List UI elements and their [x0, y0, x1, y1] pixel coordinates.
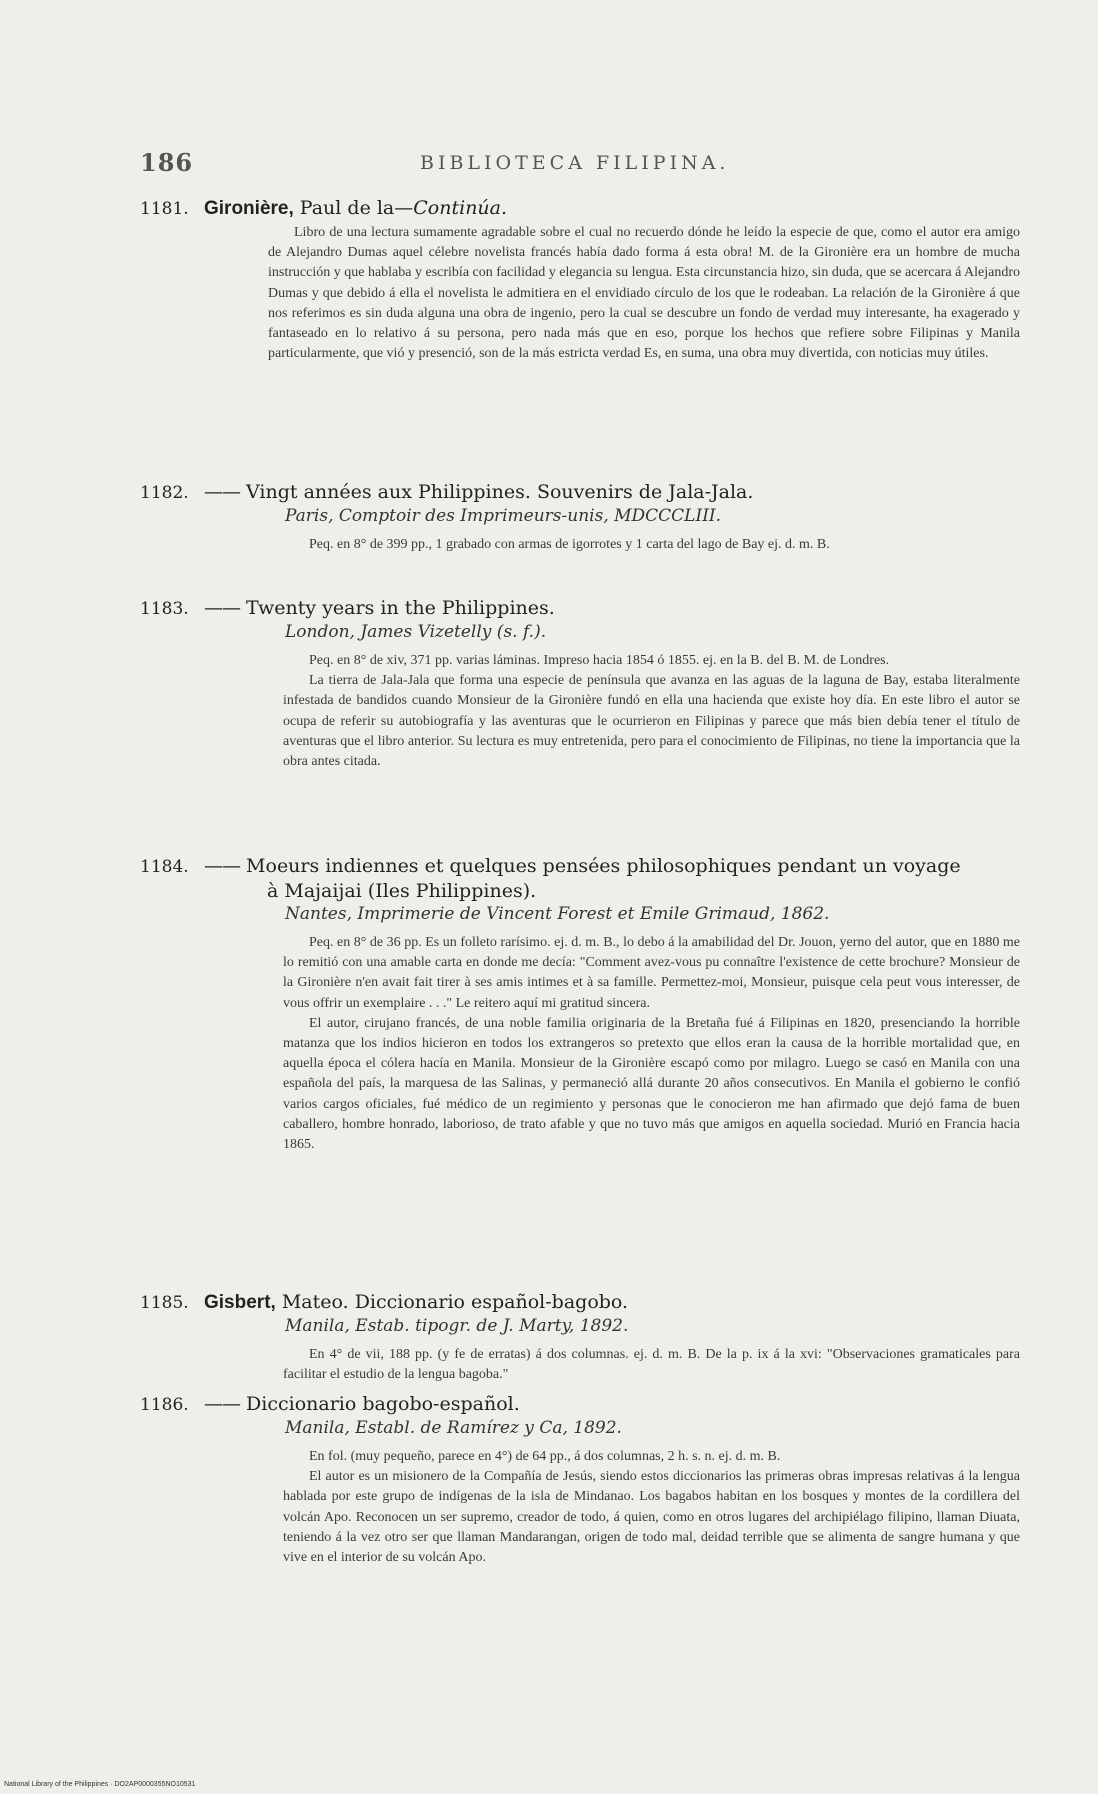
entry-1185: [140, 1290, 1020, 1385]
author-name: Gisbert,: [204, 1292, 276, 1313]
entry-imprint: Nantes, Imprimerie de Vincent Forest et Emile Grimaud, 1862.: [285, 904, 830, 924]
entry-commentary: La tierra de Jala-Jala que forma una especie de península que avanza en las aguas de la laguna de Bay, estaba literalmente infestada de bandidos cuando Monsieur de la Gironière fundó en ella una hacienda que existe hoy día. En este libro el autor se ocupa de referir su autobiografía y las aventuras que le ocurrieron en Filipinas y parece que más bien debía tener el título de aventuras que el libro anterior. Su lectura es muy entretenida, pero para el conocimiento de Filipinas, no tiene la importancia que la obra antes citada.: [283, 673, 1020, 770]
heading-text: Paul de la—: [293, 197, 414, 219]
entry-number: 1181.: [140, 199, 189, 219]
entry-commentary: El autor, cirujano francés, de una noble familia originaria de la Bretaña fué á Filipinas en 1820, presenciando la horrible matanza que los indios hicieron en todos los extrangeros so pretexto que ellos eran la causa de la horrible mortalidad que, en aquella época el cólera hacía en Manila. Monsieur de la Gironière escapó como por milagro. Luego se casó en Manila con una española del país, la marquesa de las Salinas, y permaneció allá durante 20 años consecutivos. En Manila el gobierno le confió varios cargos oficiales, fué médico de un regimiento y personas que le conocieron me han afirmado que dejó fama de buen caballero, hombre honrado, laborioso, de trato afable y que no tuvo más que amigos en aquella sociedad. Murió en Francia hacia 1865.: [283, 1015, 1020, 1153]
entry-1181: [140, 196, 1020, 364]
ditto-dash: ——: [204, 855, 240, 877]
entry-imprint: London, James Vizetelly (s. f.).: [285, 622, 547, 642]
ditto-dash: ——: [204, 481, 240, 503]
entry-1184: [140, 854, 1020, 1155]
entry-title: Vingt années aux Philippines. Souvenirs de Jala-Jala.: [246, 481, 754, 503]
entry-number: 1186.: [140, 1395, 189, 1415]
author-name: Gironière,: [204, 198, 294, 219]
entry-description: En fol. (muy pequeño, parece en 4°) de 64 pp., á dos columnas, 2 h. s. n. ej. d. m. B.: [309, 1449, 781, 1464]
entry-heading: [140, 1392, 1020, 1417]
entry-heading: [140, 196, 1020, 221]
entry-number: 1182.: [140, 483, 189, 503]
entry-description: En 4° de vii, 188 pp. (y fe de erratas) á dos columnas. ej. d. m. B. De la p. ix á la xvi: "Observaciones gramaticales para facilitar el estudio de la lengua bagoba.": [283, 1347, 1020, 1383]
entry-description: Peq. en 8° de xiv, 371 pp. varias láminas. Impreso hacia 1854 ó 1855. ej. en la B. del B. M. de Londres.: [309, 653, 890, 668]
entry-1182: [140, 480, 1020, 555]
entry-imprint: Manila, Estab. tipogr. de J. Marty, 1892.: [285, 1316, 629, 1336]
ditto-dash: ——: [204, 1393, 240, 1415]
entry-imprint: Paris, Comptoir des Imprimeurs-unis, MDCCCLIII.: [285, 506, 722, 526]
entry-title-cont: à Majaijai (Iles Philippines).: [267, 880, 537, 902]
entry-description: Peq. en 8° de 36 pp. Es un folleto rarísimo. ej. d. m. B., lo debo á la amabilidad del Dr. Jouon, yerno del autor, que en 1880 me lo remitió con una amable carta en donde me decía: "Comment avez-vous pu connaître l'existence de cette brochure? Monsieur de la Gironière n'en avait fait tirer à ses amis intimes et à sa famille. Permettez-moi, Monsieur, puisque cela peut vous interesser, de vous offrir un exemplaire . . ." Le reitero aquí mi gratitud sincera.: [283, 935, 1020, 1011]
entry-description: Peq. en 8° de 399 pp., 1 grabado con armas de igorrotes y 1 carta del lago de Bay ej. d. m. B.: [309, 537, 830, 552]
entry-number: 1184.: [140, 857, 189, 877]
entry-title: Diccionario bagobo-español.: [246, 1393, 520, 1415]
entry-imprint: Manila, Establ. de Ramírez y Ca, 1892.: [285, 1418, 622, 1438]
footer-credit: National Library of the Philippines · DO2AP0000355NO10531: [4, 1781, 196, 1788]
entry-heading: [140, 1290, 1020, 1315]
entry-1183: [140, 596, 1020, 772]
entry-description: Libro de una lectura sumamente agradable sobre el cual no recuerdo dónde he leído la especie de que, como el autor era amigo de Alejandro Dumas aquel célebre novelista francés había dado forma á esta obra! M. de la Gironière era un hombre de mucha instrucción y que hablaba y escribía con facilidad y elegancia su lengua. Esta circunstancia hizo, sin duda, que se acercara á Alejandro Dumas y que debido á ella el novelista le admitiera en el envidiado círculo de los que le rodeaban. La relación de la Gironière á que nos referimos es sin duda alguna una obra de ingenio, pero la cual se descubre un fondo de verdad muy interesante, ha exagerado y fantaseado en lo relativo á su persona, pero nada más que en eso, porque los hechos que refiere sobre Filipinas y Manila particularmente, que vió y presenció, son de la más estricta verdad Es, en suma, una obra muy divertida, con noticias muy útiles.: [268, 225, 1020, 362]
entry-heading: [140, 596, 1020, 621]
heading-text: Mateo. Diccionario español-bagobo.: [275, 1291, 629, 1313]
entry-title: Moeurs indiennes et quelques pensées philosophiques pendant un voyage: [246, 855, 961, 877]
entry-1186: [140, 1392, 1020, 1568]
entry-commentary: El autor es un misionero de la Compañía de Jesús, siendo estos diccionarios las primeras obras impresas relativas á la lengua hablada por este grupo de indígenas de la isla de Mindanao. Los bagabos habitan en los bosques y montes de la cordillera del volcán Apo. Reconocen un ser supremo, creador de todo, á quien, como en otros lugares del archipiélago filipino, llaman Diuata, teniendo á la vez otro ser que llaman Mandarangan, origen de todo mal, deidad terrible que se alimenta de sangre humana y que vive en el interior de su volcán Apo.: [283, 1469, 1020, 1566]
entry-number: 1183.: [140, 599, 189, 619]
continua-label: Continúa.: [413, 197, 508, 219]
running-title: BIBLIOTECA FILIPINA.: [420, 152, 730, 174]
entry-heading: [140, 854, 1020, 879]
page-header: [140, 148, 960, 178]
page-number: 186: [140, 148, 194, 177]
ditto-dash: ——: [204, 597, 240, 619]
entry-number: 1185.: [140, 1293, 189, 1313]
entry-title: Twenty years in the Philippines.: [246, 597, 555, 619]
entry-heading: [140, 480, 1020, 505]
